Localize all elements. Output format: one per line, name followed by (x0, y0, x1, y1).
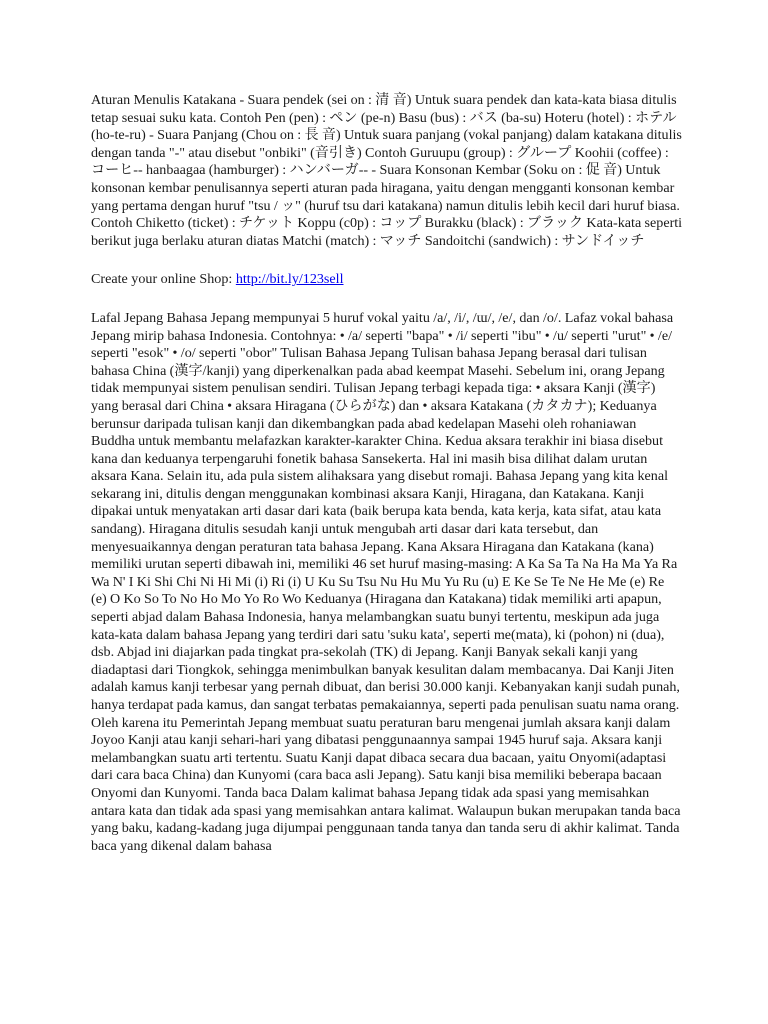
paragraph-katakana-rules: Aturan Menulis Katakana - Suara pendek (sei on : 清 音) Untuk suara pendek dan kata-kata biasa ditulis tetap sesuai suku kata. Contoh Pen (pen) : ペン (pe-n) Basu (bus) : バス (ba-su) Hoteru (hotel) : ホテル (ho-te-ru) - Suara Panjang (Chou on : 長 音) Untuk suara panjang (vokal panjang) dalam katakana ditulis dengan tanda "-" atau disebut "onbiki" (音引き) Contoh Guruupu (group) : グループ Koohii (coffee) : コーヒ-- hanbaagaa (hamburger) : ハンバーガ-- - Suara Konsonan Kembar (Soku on : 促 音) Untuk konsonan kembar penulisannya seperti aturan pada hiragana, yaitu dengan mengganti konsonan kembar yang pertama dengan huruf "tsu / ッ" (huruf tsu dari katakana) namun ditulis lebih kecil dari huruf biasa. Contoh Chiketto (ticket) : チケット Koppu (c0p) : コップ Burakku (black) : ブラック Kata-kata seperti berikut juga berlaku aturan diatas Matchi (match) : マッチ Sandoitchi (sandwich) : サンドイッチ (91, 92, 683, 249)
document-page (91, 92, 683, 876)
shop-link[interactable]: http://bit.ly/123sell (235, 271, 344, 288)
shop-prefix-text: Create your online Shop: (91, 271, 236, 288)
shop-line (91, 271, 683, 289)
paragraph-lafal-jepang: Lafal Jepang Bahasa Jepang mempunyai 5 huruf vokal yaitu /a/, /i/, /ɯ/, /e/, dan /o/. Lafaz vokal bahasa Jepang mirip bahasa Indonesia. Contohnya: • /a/ seperti "bapa" • /i/ seperti "ibu" • /u/ seperti "urut" • /e/ seperti "esok" • /o/ seperti "obor" Tulisan Bahasa Jepang Tulisan bahasa Jepang berasal dari tulisan bahasa China (漢字/kanji) yang diperkenalkan pada abad keempat Masehi. Sebelum ini, orang Jepang tidak mempunyai sistem penulisan sendiri. Tulisan Jepang terbagi kepada tiga: • aksara Kanji (漢字) yang berasal dari China • aksara Hiragana (ひらがな) dan • aksara Katakana (カタカナ); Keduanya berunsur daripada tulisan kanji dan dikembangkan pada abad kedelapan Masehi oleh rohaniawan Buddha untuk membantu melafazkan karakter-karakter China. Kedua aksara terakhir ini biasa disebut kana dan keduanya terpengaruhi fonetik bahasa Sansekerta. Hal ini masih bisa dilihat dalam urutan aksara Kana. Selain itu, ada pula sistem alihaksara yang disebut romaji. Bahasa Jepang yang kita kenal sekarang ini, ditulis dengan menggunakan kombinasi aksara Kanji, Hiragana, dan Katakana. Kanji dipakai untuk menyatakan arti dasar dari kata (baik berupa kata benda, kata kerja, kata sifat, atau kata sandang). Hiragana ditulis sesudah kanji untuk mengubah arti dasar dari kata tersebut, dan menyesuaikannya dengan peraturan tata bahasa Jepang. Kana Aksara Hiragana dan Katakana (kana) memiliki urutan seperti dibawah ini, memiliki 46 set huruf masing-masing: A Ka Sa Ta Na Ha Ma Ya Ra Wa N' I Ki Shi Chi Ni Hi Mi (i) Ri (i) U Ku Su Tsu Nu Hu Mu Yu Ru (u) E Ke Se Te Ne He Me (e) Re (e) O Ko So To No Ho Mo Yo Ro Wo Keduanya (Hiragana dan Katakana) tidak memiliki arti apapun, seperti abjad dalam Bahasa Indonesia, hanya melambangkan suatu bunyi tertentu, meskipun ada juga kata-kata dalam bahasa Jepang yang terdiri dari satu 'suku kata', seperti me(mata), ki (pohon) ni (dua), dsb. Abjad ini diajarkan pada tingkat pra-sekolah (TK) di Jepang. Kanji Banyak sekali kanji yang diadaptasi dari Tiongkok, sehingga menimbulkan banyak kesulitan dalam membacanya. Dai Kanji Jiten adalah kamus kanji terbesar yang pernah dibuat, dan berisi 30.000 kanji. Kebanyakan kanji sudah punah, hanya terdapat pada kamus, dan sangat terbatas pemakaiannya, seperti pada penulisan suatu nama orang. Oleh karena itu Pemerintah Jepang membuat suatu peraturan baru mengenai jumlah aksara kanji dalam Joyoo Kanji atau kanji sehari-hari yang dibatasi penggunaannya sampai 1945 huruf saja. Aksara kanji melambangkan suatu arti tertentu. Suatu Kanji dapat dibaca secara dua bacaan, yaitu Onyomi(adaptasi dari cara baca China) dan Kunyomi (cara baca asli Jepang). Satu kanji bisa memiliki beberapa bacaan Onyomi dan Kunyomi. Tanda baca Dalam kalimat bahasa Jepang tidak ada spasi yang memisahkan antara kata dan tidak ada spasi yang memisahkan antara kalimat. Walaupun bukan merupakan tanda baca yang baku, kadang-kadang juga dijumpai penggunaan tanda tanya dan tanda seru di akhir kalimat. Tanda baca yang dikenal dalam bahasa (91, 309, 681, 854)
